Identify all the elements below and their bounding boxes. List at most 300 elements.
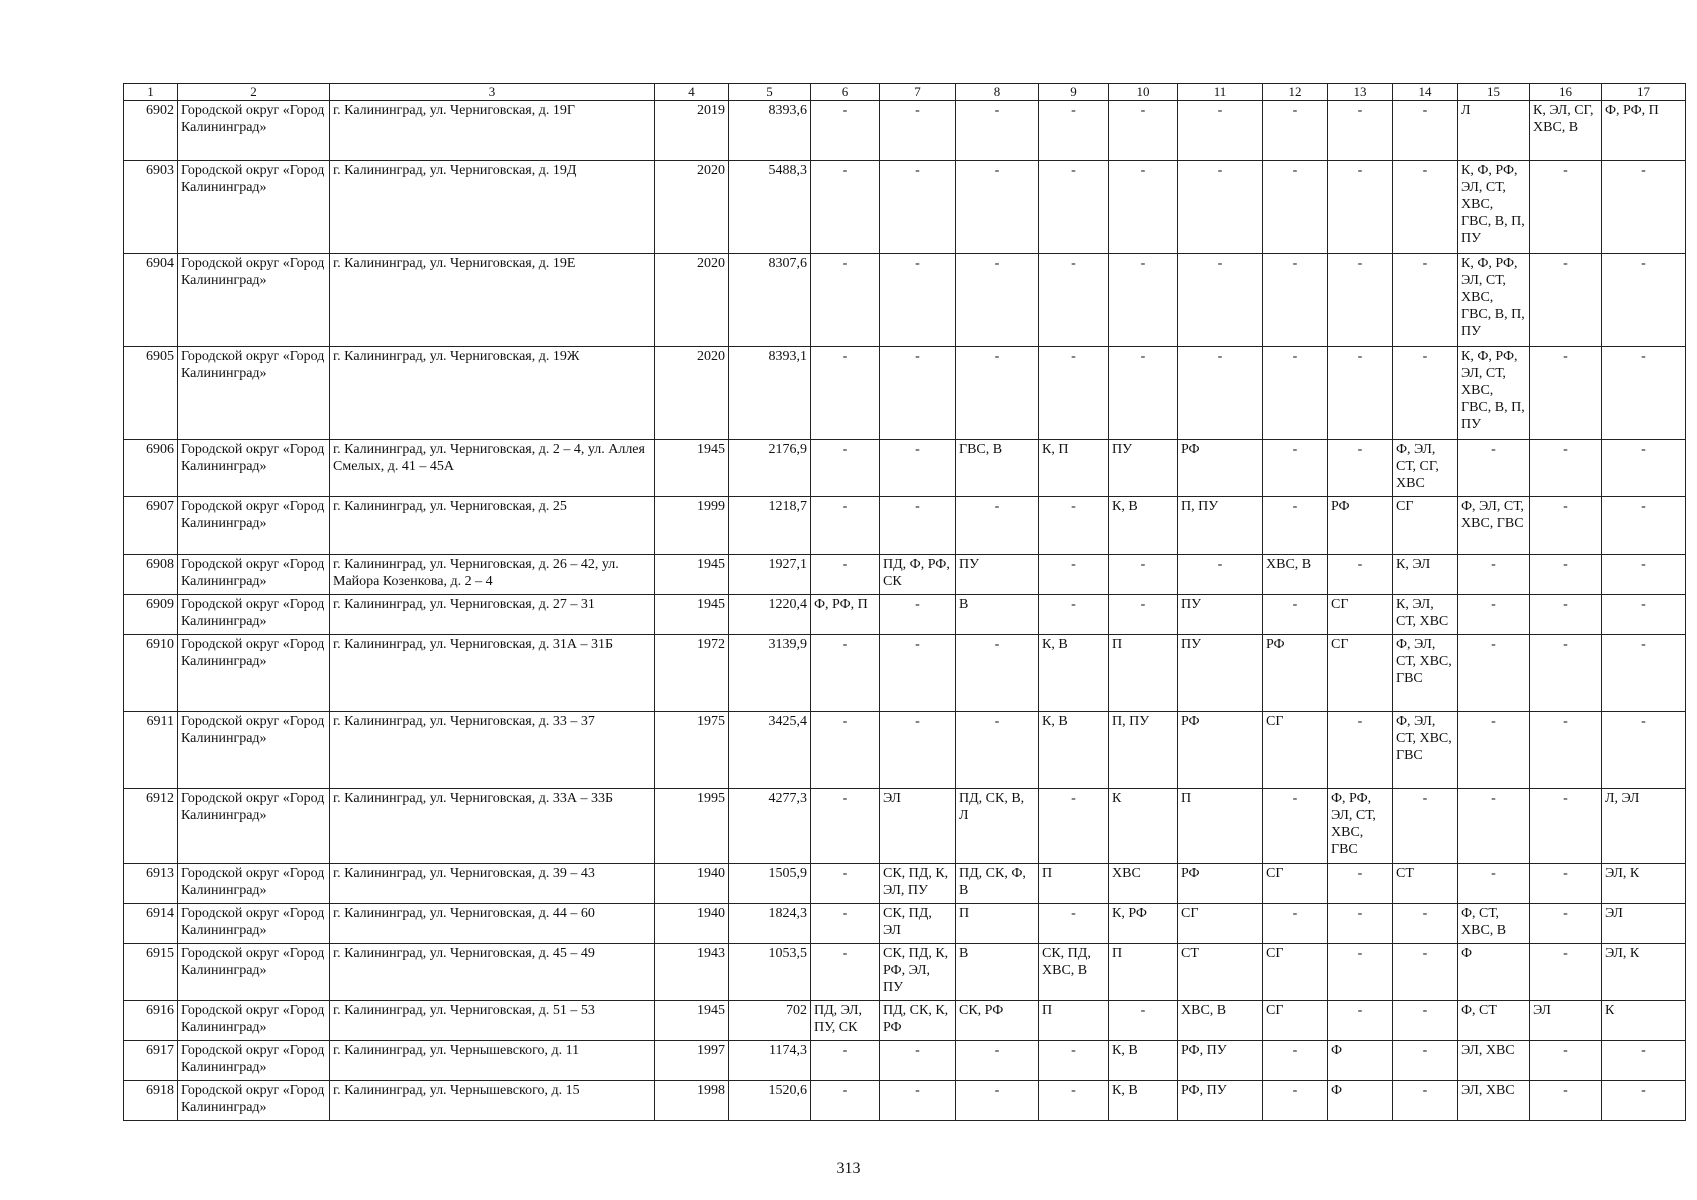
cell-col-15: Ф, СТ — [1458, 1001, 1530, 1041]
cell-col-16: - — [1530, 595, 1602, 635]
column-header-11: 11 — [1178, 84, 1263, 101]
cell-col-16: - — [1530, 254, 1602, 347]
cell-col-16: ЭЛ — [1530, 1001, 1602, 1041]
cell-col-11: РФ, ПУ — [1178, 1081, 1263, 1121]
cell-col-14: - — [1393, 254, 1458, 347]
cell-year: 1940 — [655, 904, 729, 944]
cell-col-6: - — [811, 904, 880, 944]
cell-col-8: В — [956, 595, 1039, 635]
cell-col-9: К, В — [1039, 635, 1109, 712]
cell-col-17: - — [1602, 595, 1686, 635]
cell-area: 3139,9 — [729, 635, 811, 712]
cell-col-10: - — [1109, 101, 1178, 161]
cell-col-12: - — [1263, 497, 1328, 555]
cell-area: 2176,9 — [729, 440, 811, 497]
cell-col-8: ПУ — [956, 555, 1039, 595]
cell-col-7: - — [880, 440, 956, 497]
cell-col-12: - — [1263, 161, 1328, 254]
cell-year: 1945 — [655, 440, 729, 497]
cell-col-12: - — [1263, 101, 1328, 161]
cell-municipality: Городской округ «Город Калининград» — [178, 635, 330, 712]
column-header-15: 15 — [1458, 84, 1530, 101]
cell-col-7: СК, ПД, К, ЭЛ, ПУ — [880, 864, 956, 904]
register-table — [123, 83, 1686, 1121]
cell-col-17: - — [1602, 1041, 1686, 1081]
cell-col-14: К, ЭЛ — [1393, 555, 1458, 595]
cell-col-13: - — [1328, 904, 1393, 944]
cell-col-17: - — [1602, 161, 1686, 254]
cell-col-9: - — [1039, 254, 1109, 347]
cell-col-7: - — [880, 497, 956, 555]
column-header-9: 9 — [1039, 84, 1109, 101]
cell-row-number: 6910 — [124, 635, 178, 712]
cell-row-number: 6909 — [124, 595, 178, 635]
cell-col-12: СГ — [1263, 1001, 1328, 1041]
cell-col-13: СГ — [1328, 635, 1393, 712]
cell-col-17: Ф, РФ, П — [1602, 101, 1686, 161]
cell-col-10: П — [1109, 635, 1178, 712]
column-header-6: 6 — [811, 84, 880, 101]
cell-col-13: - — [1328, 944, 1393, 1001]
cell-col-6: - — [811, 440, 880, 497]
cell-col-12: СГ — [1263, 712, 1328, 789]
cell-col-12: - — [1263, 1081, 1328, 1121]
cell-year: 2020 — [655, 347, 729, 440]
cell-col-12: - — [1263, 904, 1328, 944]
cell-col-6: Ф, РФ, П — [811, 595, 880, 635]
cell-col-14: СГ — [1393, 497, 1458, 555]
cell-municipality: Городской округ «Город Калининград» — [178, 1001, 330, 1041]
cell-col-7: ПД, СК, К, РФ — [880, 1001, 956, 1041]
cell-col-10: - — [1109, 555, 1178, 595]
page-number: 313 — [836, 1160, 861, 1177]
cell-area: 1053,5 — [729, 944, 811, 1001]
cell-col-14: Ф, ЭЛ, СТ, ХВС, ГВС — [1393, 712, 1458, 789]
cell-col-9: - — [1039, 1081, 1109, 1121]
cell-col-16: - — [1530, 635, 1602, 712]
cell-area: 1927,1 — [729, 555, 811, 595]
cell-row-number: 6917 — [124, 1041, 178, 1081]
cell-municipality: Городской округ «Город Калининград» — [178, 254, 330, 347]
cell-col-11: - — [1178, 254, 1263, 347]
cell-col-9: К, В — [1039, 712, 1109, 789]
cell-municipality: Городской округ «Город Калининград» — [178, 595, 330, 635]
table-row — [124, 440, 1686, 497]
cell-municipality: Городской округ «Город Калининград» — [178, 497, 330, 555]
cell-col-14: - — [1393, 1081, 1458, 1121]
cell-col-16: - — [1530, 944, 1602, 1001]
cell-col-17: - — [1602, 1081, 1686, 1121]
cell-col-15: Л — [1458, 101, 1530, 161]
cell-address: г. Калининград, ул. Черниговская, д. 44 – 60 — [330, 904, 655, 944]
cell-col-8: СК, РФ — [956, 1001, 1039, 1041]
cell-col-6: - — [811, 789, 880, 864]
cell-col-11: РФ — [1178, 712, 1263, 789]
cell-col-16: - — [1530, 789, 1602, 864]
cell-col-9: - — [1039, 161, 1109, 254]
cell-col-10: К, В — [1109, 1081, 1178, 1121]
cell-col-11: ПУ — [1178, 635, 1263, 712]
cell-col-11: СГ — [1178, 904, 1263, 944]
cell-municipality: Городской округ «Город Калининград» — [178, 904, 330, 944]
table-row — [124, 1001, 1686, 1041]
cell-col-6: - — [811, 712, 880, 789]
cell-col-8: - — [956, 1041, 1039, 1081]
cell-col-16: - — [1530, 904, 1602, 944]
cell-col-13: - — [1328, 712, 1393, 789]
cell-col-12: РФ — [1263, 635, 1328, 712]
cell-col-17: - — [1602, 440, 1686, 497]
cell-municipality: Городской округ «Город Калининград» — [178, 712, 330, 789]
column-header-7: 7 — [880, 84, 956, 101]
cell-col-16: - — [1530, 712, 1602, 789]
cell-col-7: - — [880, 1081, 956, 1121]
cell-col-17: ЭЛ, К — [1602, 864, 1686, 904]
column-header-10: 10 — [1109, 84, 1178, 101]
cell-col-12: СГ — [1263, 944, 1328, 1001]
table-row — [124, 555, 1686, 595]
cell-col-14: Ф, ЭЛ, СТ, ХВС, ГВС — [1393, 635, 1458, 712]
cell-area: 5488,3 — [729, 161, 811, 254]
cell-area: 702 — [729, 1001, 811, 1041]
cell-col-10: К, В — [1109, 497, 1178, 555]
cell-col-15: Ф, СТ, ХВС, В — [1458, 904, 1530, 944]
cell-col-15: ЭЛ, ХВС — [1458, 1041, 1530, 1081]
cell-col-6: - — [811, 347, 880, 440]
cell-col-7: ЭЛ — [880, 789, 956, 864]
cell-address: г. Калининград, ул. Черниговская, д. 33А – 33Б — [330, 789, 655, 864]
cell-col-7: - — [880, 1041, 956, 1081]
cell-col-6: - — [811, 1081, 880, 1121]
cell-address: г. Калининград, ул. Черниговская, д. 27 – 31 — [330, 595, 655, 635]
cell-col-17: ЭЛ, К — [1602, 944, 1686, 1001]
cell-year: 2020 — [655, 254, 729, 347]
cell-year: 2020 — [655, 161, 729, 254]
cell-col-17: - — [1602, 635, 1686, 712]
cell-area: 4277,3 — [729, 789, 811, 864]
cell-col-15: К, Ф, РФ, ЭЛ, СТ, ХВС, ГВС, В, П, ПУ — [1458, 254, 1530, 347]
table-row — [124, 101, 1686, 161]
cell-row-number: 6907 — [124, 497, 178, 555]
cell-col-12: - — [1263, 254, 1328, 347]
cell-row-number: 6912 — [124, 789, 178, 864]
cell-col-15: - — [1458, 595, 1530, 635]
column-header-13: 13 — [1328, 84, 1393, 101]
cell-address: г. Калининград, ул. Черниговская, д. 19Е — [330, 254, 655, 347]
table-row — [124, 497, 1686, 555]
cell-area: 1218,7 — [729, 497, 811, 555]
cell-col-6: - — [811, 944, 880, 1001]
cell-col-8: - — [956, 161, 1039, 254]
cell-row-number: 6914 — [124, 904, 178, 944]
cell-year: 1945 — [655, 595, 729, 635]
cell-col-9: - — [1039, 101, 1109, 161]
cell-col-14: - — [1393, 347, 1458, 440]
cell-col-14: - — [1393, 944, 1458, 1001]
cell-address: г. Калининград, ул. Черниговская, д. 25 — [330, 497, 655, 555]
cell-col-7: - — [880, 635, 956, 712]
cell-area: 8307,6 — [729, 254, 811, 347]
cell-col-8: - — [956, 101, 1039, 161]
cell-col-9: - — [1039, 347, 1109, 440]
cell-col-15: Ф — [1458, 944, 1530, 1001]
table-row — [124, 635, 1686, 712]
cell-municipality: Городской округ «Город Калининград» — [178, 161, 330, 254]
cell-col-6: - — [811, 161, 880, 254]
cell-col-12: - — [1263, 440, 1328, 497]
cell-col-14: - — [1393, 904, 1458, 944]
cell-col-17: - — [1602, 254, 1686, 347]
cell-col-13: - — [1328, 864, 1393, 904]
cell-col-10: П — [1109, 944, 1178, 1001]
cell-col-11: П — [1178, 789, 1263, 864]
cell-col-11: - — [1178, 161, 1263, 254]
cell-col-14: К, ЭЛ, СТ, ХВС — [1393, 595, 1458, 635]
cell-col-6: - — [811, 497, 880, 555]
cell-area: 3425,4 — [729, 712, 811, 789]
cell-col-8: ПД, СК, Ф, В — [956, 864, 1039, 904]
cell-col-11: РФ, ПУ — [1178, 1041, 1263, 1081]
cell-col-8: ГВС, В — [956, 440, 1039, 497]
table-row — [124, 254, 1686, 347]
cell-col-8: - — [956, 347, 1039, 440]
cell-col-13: РФ — [1328, 497, 1393, 555]
cell-col-10: К — [1109, 789, 1178, 864]
cell-col-12: ХВС, В — [1263, 555, 1328, 595]
header-row — [124, 84, 1686, 101]
cell-col-7: - — [880, 347, 956, 440]
cell-col-15: К, Ф, РФ, ЭЛ, СТ, ХВС, ГВС, В, П, ПУ — [1458, 347, 1530, 440]
cell-municipality: Городской округ «Город Калининград» — [178, 555, 330, 595]
cell-year: 1945 — [655, 555, 729, 595]
cell-municipality: Городской округ «Город Калининград» — [178, 864, 330, 904]
cell-col-10: - — [1109, 347, 1178, 440]
cell-col-17: - — [1602, 555, 1686, 595]
cell-col-17: - — [1602, 497, 1686, 555]
column-header-8: 8 — [956, 84, 1039, 101]
cell-year: 1999 — [655, 497, 729, 555]
cell-year: 2019 — [655, 101, 729, 161]
cell-col-13: - — [1328, 1001, 1393, 1041]
cell-col-6: - — [811, 864, 880, 904]
column-header-4: 4 — [655, 84, 729, 101]
cell-col-13: - — [1328, 440, 1393, 497]
cell-col-11: - — [1178, 101, 1263, 161]
cell-row-number: 6913 — [124, 864, 178, 904]
cell-address: г. Калининград, ул. Чернышевского, д. 11 — [330, 1041, 655, 1081]
cell-address: г. Калининград, ул. Черниговская, д. 45 – 49 — [330, 944, 655, 1001]
cell-col-17: - — [1602, 347, 1686, 440]
table-row — [124, 944, 1686, 1001]
cell-row-number: 6911 — [124, 712, 178, 789]
cell-year: 1995 — [655, 789, 729, 864]
table-row — [124, 904, 1686, 944]
cell-col-14: - — [1393, 161, 1458, 254]
cell-col-9: П — [1039, 864, 1109, 904]
cell-col-7: - — [880, 254, 956, 347]
column-header-16: 16 — [1530, 84, 1602, 101]
cell-col-9: К, П — [1039, 440, 1109, 497]
cell-col-10: - — [1109, 254, 1178, 347]
cell-area: 8393,6 — [729, 101, 811, 161]
cell-col-14: - — [1393, 789, 1458, 864]
cell-col-6: - — [811, 555, 880, 595]
cell-col-16: - — [1530, 440, 1602, 497]
cell-address: г. Калининград, ул. Черниговская, д. 31А – 31Б — [330, 635, 655, 712]
cell-col-14: - — [1393, 1041, 1458, 1081]
cell-col-7: - — [880, 161, 956, 254]
cell-address: г. Калининград, ул. Черниговская, д. 2 – 4, ул. Аллея Смелых, д. 41 – 45А — [330, 440, 655, 497]
cell-row-number: 6908 — [124, 555, 178, 595]
cell-col-13: - — [1328, 555, 1393, 595]
cell-municipality: Городской округ «Город Калининград» — [178, 944, 330, 1001]
cell-col-7: СК, ПД, К, РФ, ЭЛ, ПУ — [880, 944, 956, 1001]
cell-area: 1520,6 — [729, 1081, 811, 1121]
cell-col-11: ХВС, В — [1178, 1001, 1263, 1041]
cell-col-15: - — [1458, 635, 1530, 712]
cell-col-17: К — [1602, 1001, 1686, 1041]
cell-col-8: - — [956, 712, 1039, 789]
cell-municipality: Городской округ «Город Калининград» — [178, 440, 330, 497]
cell-col-12: СГ — [1263, 864, 1328, 904]
cell-col-16: - — [1530, 555, 1602, 595]
cell-col-8: - — [956, 497, 1039, 555]
cell-col-16: К, ЭЛ, СГ, ХВС, В — [1530, 101, 1602, 161]
cell-row-number: 6915 — [124, 944, 178, 1001]
cell-row-number: 6902 — [124, 101, 178, 161]
cell-col-9: П — [1039, 1001, 1109, 1041]
cell-address: г. Калининград, ул. Черниговская, д. 19Ж — [330, 347, 655, 440]
cell-area: 1220,4 — [729, 595, 811, 635]
table-row — [124, 1041, 1686, 1081]
cell-col-9: - — [1039, 789, 1109, 864]
cell-col-15: К, Ф, РФ, ЭЛ, СТ, ХВС, ГВС, В, П, ПУ — [1458, 161, 1530, 254]
cell-row-number: 6906 — [124, 440, 178, 497]
cell-col-11: СТ — [1178, 944, 1263, 1001]
cell-col-10: П, ПУ — [1109, 712, 1178, 789]
cell-col-10: К, В — [1109, 1041, 1178, 1081]
column-header-14: 14 — [1393, 84, 1458, 101]
cell-col-17: ЭЛ — [1602, 904, 1686, 944]
cell-col-8: - — [956, 1081, 1039, 1121]
cell-col-8: - — [956, 635, 1039, 712]
cell-col-8: П — [956, 904, 1039, 944]
cell-col-6: - — [811, 101, 880, 161]
cell-col-14: СТ — [1393, 864, 1458, 904]
cell-col-14: - — [1393, 101, 1458, 161]
cell-col-6: - — [811, 254, 880, 347]
cell-col-15: - — [1458, 555, 1530, 595]
cell-col-10: - — [1109, 595, 1178, 635]
cell-municipality: Городской округ «Город Калининград» — [178, 101, 330, 161]
table-row — [124, 161, 1686, 254]
cell-col-8: В — [956, 944, 1039, 1001]
cell-col-12: - — [1263, 1041, 1328, 1081]
cell-row-number: 6903 — [124, 161, 178, 254]
cell-col-14: Ф, ЭЛ, СТ, СГ, ХВС — [1393, 440, 1458, 497]
cell-col-6: - — [811, 1041, 880, 1081]
cell-col-16: - — [1530, 1041, 1602, 1081]
cell-col-12: - — [1263, 789, 1328, 864]
cell-col-15: ЭЛ, ХВС — [1458, 1081, 1530, 1121]
cell-row-number: 6904 — [124, 254, 178, 347]
cell-col-13: Ф, РФ, ЭЛ, СТ, ХВС, ГВС — [1328, 789, 1393, 864]
cell-col-16: - — [1530, 161, 1602, 254]
cell-col-10: К, РФ — [1109, 904, 1178, 944]
column-header-12: 12 — [1263, 84, 1328, 101]
table-row — [124, 864, 1686, 904]
column-header-5: 5 — [729, 84, 811, 101]
column-header-1: 1 — [124, 84, 178, 101]
cell-col-6: ПД, ЭЛ, ПУ, СК — [811, 1001, 880, 1041]
column-header-17: 17 — [1602, 84, 1686, 101]
cell-col-12: - — [1263, 347, 1328, 440]
cell-col-15: - — [1458, 864, 1530, 904]
cell-municipality: Городской округ «Город Калининград» — [178, 1041, 330, 1081]
column-header-2: 2 — [178, 84, 330, 101]
cell-address: г. Калининград, ул. Черниговская, д. 19Г — [330, 101, 655, 161]
cell-col-9: СК, ПД, ХВС, В — [1039, 944, 1109, 1001]
cell-col-16: - — [1530, 864, 1602, 904]
cell-area: 1174,3 — [729, 1041, 811, 1081]
cell-address: г. Калининград, ул. Черниговская, д. 19Д — [330, 161, 655, 254]
cell-row-number: 6905 — [124, 347, 178, 440]
cell-col-17: Л, ЭЛ — [1602, 789, 1686, 864]
cell-col-6: - — [811, 635, 880, 712]
cell-municipality: Городской округ «Город Калининград» — [178, 1081, 330, 1121]
cell-col-13: Ф — [1328, 1081, 1393, 1121]
cell-col-13: - — [1328, 347, 1393, 440]
cell-col-13: - — [1328, 101, 1393, 161]
table-header — [124, 84, 1686, 101]
cell-col-9: - — [1039, 1041, 1109, 1081]
table-row — [124, 1081, 1686, 1121]
cell-col-8: ПД, СК, В, Л — [956, 789, 1039, 864]
cell-col-10: - — [1109, 1001, 1178, 1041]
cell-col-9: - — [1039, 497, 1109, 555]
cell-col-11: - — [1178, 347, 1263, 440]
cell-address: г. Калининград, ул. Черниговская, д. 26 – 42, ул. Майора Козенкова, д. 2 – 4 — [330, 555, 655, 595]
cell-col-11: - — [1178, 555, 1263, 595]
table-row — [124, 347, 1686, 440]
cell-row-number: 6918 — [124, 1081, 178, 1121]
cell-address: г. Калининград, ул. Черниговская, д. 33 – 37 — [330, 712, 655, 789]
cell-address: г. Калининград, ул. Черниговская, д. 51 – 53 — [330, 1001, 655, 1041]
cell-address: г. Калининград, ул. Чернышевского, д. 15 — [330, 1081, 655, 1121]
cell-col-11: ПУ — [1178, 595, 1263, 635]
cell-col-7: ПД, Ф, РФ, СК — [880, 555, 956, 595]
cell-col-10: - — [1109, 161, 1178, 254]
cell-col-10: ПУ — [1109, 440, 1178, 497]
cell-col-16: - — [1530, 347, 1602, 440]
table-row — [124, 595, 1686, 635]
cell-col-11: РФ — [1178, 440, 1263, 497]
cell-year: 1975 — [655, 712, 729, 789]
cell-year: 1945 — [655, 1001, 729, 1041]
cell-col-14: - — [1393, 1001, 1458, 1041]
cell-year: 1940 — [655, 864, 729, 904]
cell-municipality: Городской округ «Город Калининград» — [178, 789, 330, 864]
cell-col-13: Ф — [1328, 1041, 1393, 1081]
cell-col-7: - — [880, 595, 956, 635]
cell-col-7: СК, ПД, ЭЛ — [880, 904, 956, 944]
cell-col-10: ХВС — [1109, 864, 1178, 904]
cell-year: 1997 — [655, 1041, 729, 1081]
cell-col-12: - — [1263, 595, 1328, 635]
cell-col-15: - — [1458, 789, 1530, 864]
cell-col-15: Ф, ЭЛ, СТ, ХВС, ГВС — [1458, 497, 1530, 555]
cell-row-number: 6916 — [124, 1001, 178, 1041]
